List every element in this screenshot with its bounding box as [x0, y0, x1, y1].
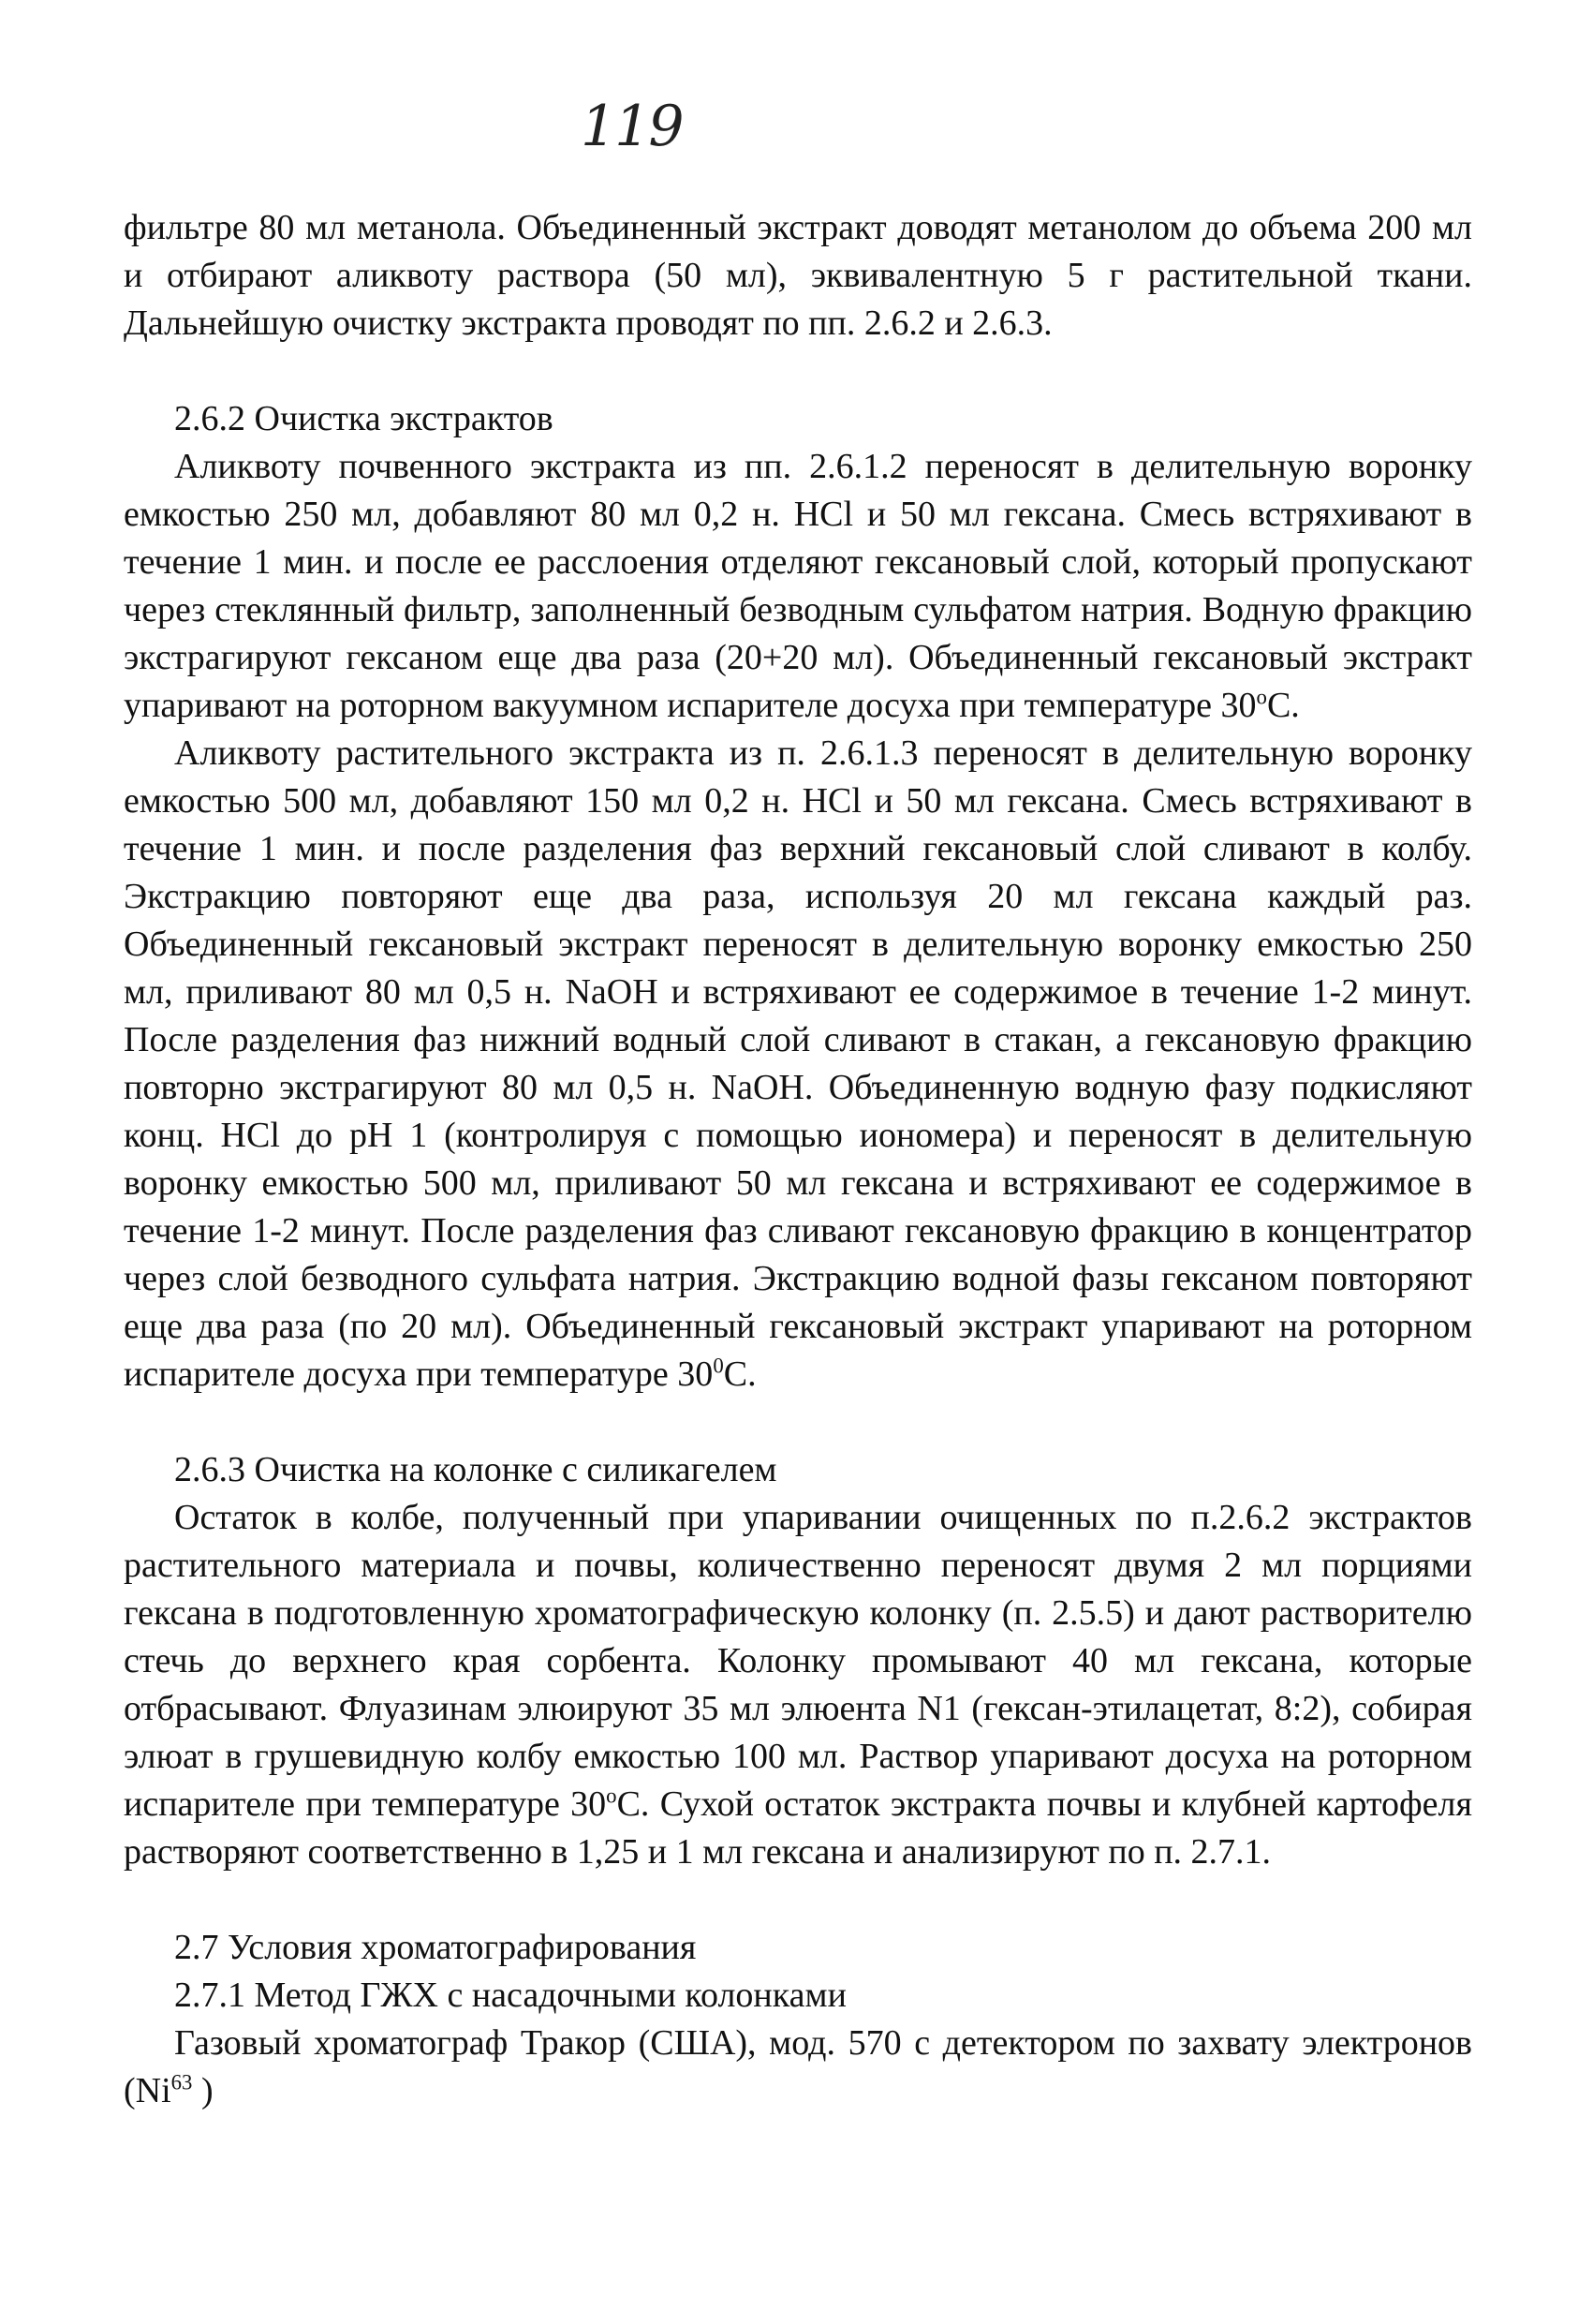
degree-sup: o — [1256, 685, 1267, 709]
section-heading-2-6-3: 2.6.3 Очистка на колонке с силикагелем — [174, 1450, 777, 1489]
page-number: 119 — [581, 94, 683, 159]
degree-sup: o — [606, 1784, 617, 1808]
paragraph-text: Остаток в колбе, полученный при упаривании очищенных по п.2.6.2 экстрактов растительного материала и почвы, количественно переносят двумя 2 мл порциями гексана в подготовленную хроматографическую колонку (п. 2.5.5) и дают растворителю стечь до верхнего края сорбента. Колонку промывают 40 мл гексана, которые отбрасывают. Флуазинам элюируют 35 мл элюента N1 (гексан-этилацетат, 8:2), собирая элюат в грушевидную колбу емкостью 100 мл. Раствор упаривают досуха на роторном испарителе при температуре 30 — [124, 1498, 1472, 1824]
paragraph-text-end: ) — [192, 2071, 214, 2110]
document-body — [124, 204, 1472, 2115]
paragraph-soil-extract — [124, 443, 1472, 730]
section-heading-2-6-2: 2.6.2 Очистка экстрактов — [174, 399, 553, 438]
paragraph-silica-column — [124, 1494, 1472, 1876]
paragraph-text: Газовый хроматограф Тракор (США), мод. 570 с детектором по захвату электронов (Ni — [124, 2023, 1472, 2110]
section-subheading-2-7-1: 2.7.1 Метод ГЖХ с насадочными колонками — [174, 1976, 847, 2015]
paragraph-text: Аликвоту растительного экстракта из п. 2.6.1.3 переносят в делительную воронку емкостью 500 мл, добавляют 150 мл 0,2 н. HCl и 50 мл гексана. Смесь встряхивают в течение 1 мин. и после разделения фаз верхний гексановый слой сливают в колбу. Экстракцию повторяют еще два раза, используя 20 мл гексана каждый раз. Объединенный гексановый экстракт переносят в делительную воронку емкостью 250 мл, приливают 80 мл 0,5 н. NaOH и встряхивают ее содержимое в течение 1-2 минут. После разделения фаз нижний водный слой сливают в стакан, а гексановую фракцию повторно экстрагируют 80 мл 0,5 н. NaOH. Объединенную водную фазу подкисляют конц. HCl до pH 1 (контролируя с помощью иономера) и переносят в делительную воронку емкостью 500 мл, приливают 50 мл гексана и встряхивают ее содержимое в течение 1-2 минут. После разделения фаз сливают гексановую фракцию в концентратор через слой безводного сульфата натрия. Экстракцию водной фазы гексаном повторяют еще два раза (по 20 мл). Объединенный гексановый экстракт упаривают на роторном испарителе досуха при температуре 30 — [124, 733, 1472, 1394]
intro-paragraph: фильтре 80 мл метанола. Объединенный экстракт доводят метанолом до объема 200 мл и отбирают аликвоту раствора (50 мл), эквивалентную 5 г растительной ткани. Дальнейшую очистку экстракта проводят по пп. 2.6.2 и 2.6.3. — [124, 208, 1472, 343]
isotope-sup: 63 — [170, 2070, 193, 2095]
paragraph-plant-extract — [124, 730, 1472, 1399]
paragraph-text-end: С. — [723, 1354, 757, 1394]
section-heading-2-7: 2.7 Условия хроматографирования — [174, 1928, 697, 1967]
degree-sup: 0 — [713, 1354, 724, 1378]
paragraph-chromatograph — [124, 2020, 1472, 2115]
paragraph-text-end: С. — [1266, 686, 1300, 725]
paragraph-text-end: С. Сухой остаток экстракта почвы и клубней картофеля растворяют соответственно в 1,25 и 1 мл гексана и анализируют по п. 2.7.1. — [124, 1784, 1472, 1872]
paragraph-text: Аликвоту почвенного экстракта из пп. 2.6.1.2 переносят в делительную воронку емкостью 250 мл, добавляют 80 мл 0,2 н. HCl и 50 мл гексана. Смесь встряхивают в течение 1 мин. и после ее расслоения отделяют гексановый слой, который пропускают через стеклянный фильтр, заполненный безводным сульфатом натрия. Водную фракцию экстрагируют гексаном еще два раза (20+20 мл). Объединенный гексановый экстракт упаривают на роторном вакуумном испарителе досуха при температуре 30 — [124, 447, 1472, 725]
